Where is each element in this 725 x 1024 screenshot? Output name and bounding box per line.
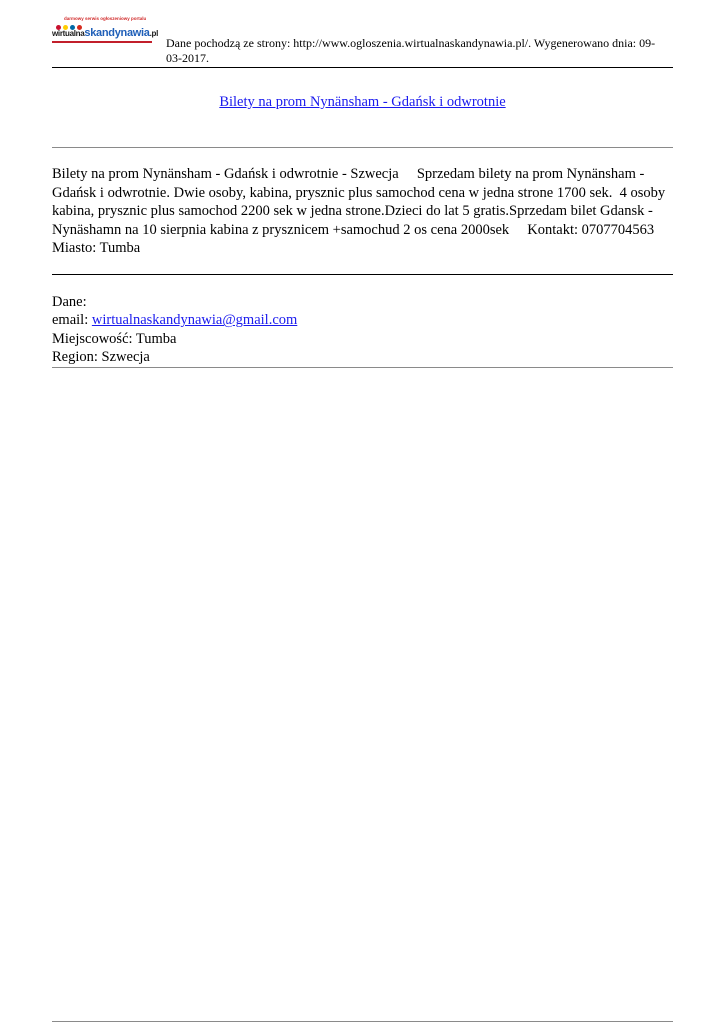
- email-row: [52, 311, 673, 329]
- listing-description: Bilety na prom Nynänsham - Gdańsk i odwrotnie - Szwecja Sprzedam bilety na prom Nynänsham - Gdańsk i odwrotnie. Dwie osoby, kabina, prysznic plus samochod cena w jedna strone 1700 sek. 4 osoby kabina, prysznic plus samochod 2200 sek w jedna strone.Dzieci do lat 5 gratis.Sprzedam bilet Gdansk - Nynäshamn na 10 sierpnia kabina z prysznicem +samochud 2 os cena 2000sek Kontakt: 0707704563 Miasto: Tumba: [52, 166, 673, 257]
- city-row: [52, 330, 673, 348]
- header: [52, 16, 673, 66]
- city-value: Tumba: [135, 330, 177, 347]
- logo-word-suffix: .pl: [149, 29, 159, 38]
- logo-wordmark: [52, 27, 158, 39]
- logo-word-main: skandynawia: [84, 27, 150, 39]
- source-info: Dane pochodzą ze strony: http://www.ogloszenia.wirtualnaskandynawia.pl/. Wygenerowano dnia: 09-03-2017.: [166, 36, 656, 65]
- details-heading: Dane:: [52, 294, 87, 310]
- footer-divider: [52, 1021, 673, 1022]
- city-label: Miejscowość:: [52, 330, 136, 347]
- title-divider: [52, 147, 673, 148]
- region-label: Region:: [52, 349, 102, 366]
- email-label: email:: [52, 312, 92, 329]
- description-divider: [52, 274, 673, 275]
- document-page: [52, 0, 673, 1024]
- listing-details: [52, 293, 673, 367]
- logo-underline: [52, 41, 152, 43]
- region-value: Szwecja: [101, 349, 150, 366]
- region-row: [52, 348, 673, 366]
- site-logo[interactable]: [52, 16, 162, 46]
- email-link[interactable]: wirtualnaskandynawia@gmail.com: [91, 312, 298, 329]
- logo-tagline: darmowy serwis ogłoszeniowy portalu: [64, 16, 147, 21]
- details-divider: [52, 367, 673, 368]
- header-divider: [52, 67, 673, 68]
- listing-title-link[interactable]: Bilety na prom Nynänsham - Gdańsk i odwrotnie: [219, 94, 506, 110]
- logo-word-prefix: wirtualna: [52, 29, 85, 38]
